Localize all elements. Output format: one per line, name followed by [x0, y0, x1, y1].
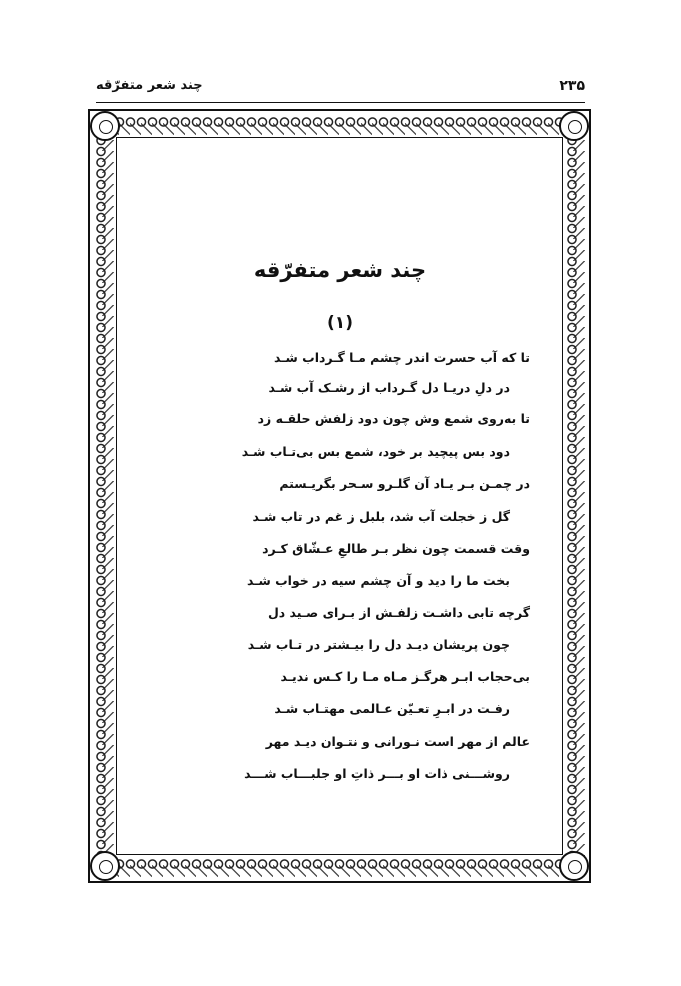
verse-line: تا به‌روی شمع وش چون دود زلفش حلقـه زد	[257, 411, 530, 426]
verse-line: گل ز خجلت آب شد، بلبل ز غم در تاب شـد	[252, 509, 510, 524]
verse-line: وقت قسمت چون نظر بـر طالعِ عـشّاق کـرد	[262, 541, 530, 556]
ornament-border-bottom	[92, 855, 587, 879]
page-number: ۲۳۵	[559, 78, 585, 94]
verse-line: عالم از مهر است نـورانی و نتـوان دیـد مهر	[265, 734, 530, 749]
verse-line: گرچه تابی داشـت زلفـش از بـرای صـید دل	[267, 605, 530, 620]
header-rule	[96, 102, 585, 103]
verse-line: بخت ما را دید و آن چشم سیه در خواب شـد	[246, 573, 510, 588]
poem-title: چند شعر متفرّقه	[253, 258, 427, 282]
verse-line: تا که آب حسرت اندر چشم مـا گـرداب شـد	[274, 350, 530, 365]
verse-line: روشـــنی ذات او بـــر ذاتِ او جلبـــاب شـــد	[244, 766, 510, 781]
verse-line: رفـت در ابـرِ تعـیّن عـالمی مهتـاب شـد	[274, 701, 510, 716]
ornament-border-right	[563, 135, 587, 857]
verse-line: دود بس پیچید بر خود، شمع بس بی‌تـاب شـد	[241, 444, 510, 459]
verse-line: چون پریشان دیـد دل را بیـشتر در تـاب شـد	[247, 637, 510, 652]
running-title: چند شعر متفرّقه	[96, 78, 203, 93]
verse-line: بی‌حجاب ابـر هرگـز مـاه مـا را کـس ندیـد	[280, 669, 530, 684]
ornament-border-top	[92, 113, 587, 137]
poem-number: (۱)	[327, 313, 353, 333]
corner-ornament-icon	[90, 111, 120, 141]
verse-line: در دلِ دریـا دل گـرداب از رشـک آب شـد	[268, 380, 510, 395]
verse-line: در چمـن بـر یـاد آن گلـرو سـحر بگریـستم	[279, 476, 530, 491]
corner-ornament-icon	[90, 851, 120, 881]
corner-ornament-icon	[559, 851, 589, 881]
corner-ornament-icon	[559, 111, 589, 141]
running-head	[96, 78, 585, 100]
ornament-border-left	[92, 135, 116, 857]
